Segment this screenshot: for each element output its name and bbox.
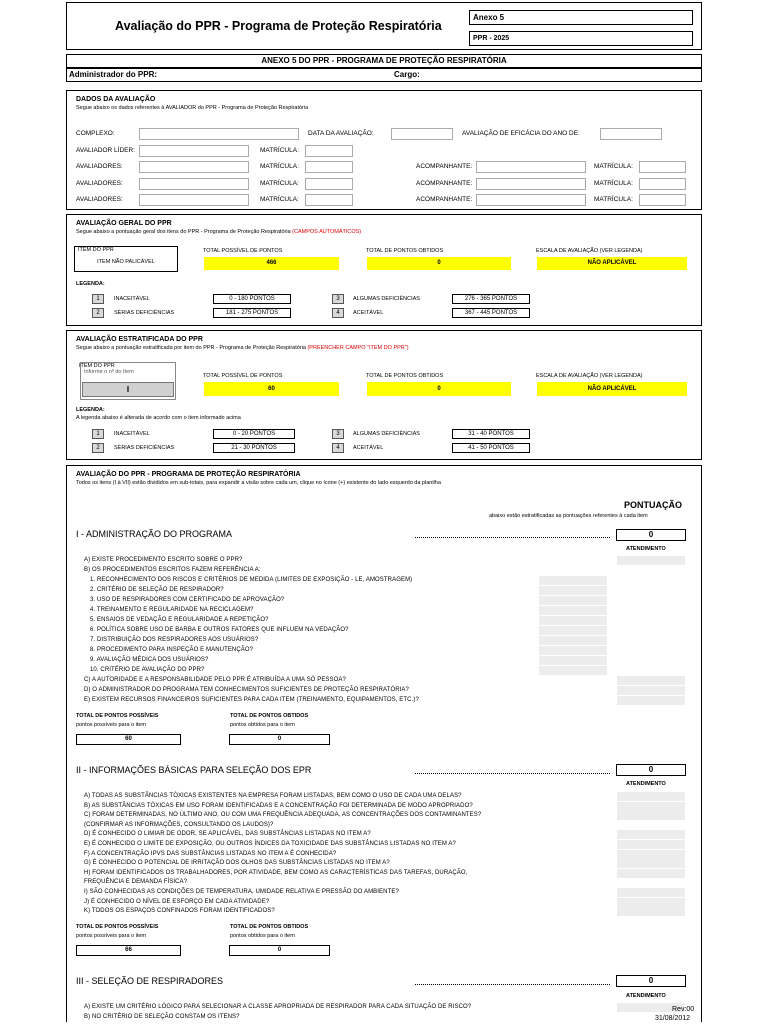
atendimento-cell[interactable] xyxy=(617,686,685,695)
eficacia-label: AVALIAÇÃO DE EFICÁCIA DO ANO DE: xyxy=(462,130,580,137)
matricula-label: MATRÍCULA: xyxy=(260,196,299,203)
eficacia-input[interactable] xyxy=(600,128,662,140)
tp-possiveis-value: 66 xyxy=(76,945,181,956)
legend-range: 41 - 50 PONTOS xyxy=(452,443,530,453)
tp-possiveis-label: TOTAL DE PONTOS POSSÍVEIS xyxy=(76,924,159,930)
question-text: 10. CRITÉRIO DE AVALIAÇÃO DO PPR? xyxy=(90,667,205,673)
question-text: FREQUÊNCIA E DEMANDA FÍSICA? xyxy=(84,879,188,886)
legend-num: 1 xyxy=(92,294,104,304)
tp-obtidos-sub: pontos obtidos para o item xyxy=(230,933,295,939)
question-text: 5. ENSAIOS DE VEDAÇÃO E REGULARIDADE A REPETIÇÃO? xyxy=(90,617,269,623)
dotted-leader xyxy=(415,773,610,774)
legend-range: 367 - 445 PONTOS xyxy=(452,308,530,318)
subitem-score-cell[interactable] xyxy=(539,646,607,655)
estrat-legenda-sub: A legenda abaixo é alterada de acordo com o item informado acima xyxy=(76,415,241,421)
acomp-matricula-label: MATRÍCULA: xyxy=(594,196,633,203)
question-text: K) TODOS OS ESPAÇOS CONFINADOS FORAM IDENTIFICADOS? xyxy=(84,908,275,915)
acomp-matricula-input[interactable] xyxy=(639,161,686,173)
question-text: A) EXISTE UM CRITÉRIO LÓGICO PARA SELECIONAR A CLASSE APROPRIADA DE RESPIRADOR PARA CADA SITUAÇÃO DE RISCO? xyxy=(84,1004,472,1010)
avaliador-input[interactable] xyxy=(139,194,249,206)
question-text: G) É CONHECIDO O POTENCIAL DE IRRITAÇÃO DOS OLHOS DAS SUBSTÂNCIAS LISTADAS NO ITEM A? xyxy=(84,860,390,867)
annex-title: ANEXO 5 DO PPR - PROGRAMA DE PROTEÇÃO RESPIRATÓRIA xyxy=(66,54,702,68)
lider-input[interactable] xyxy=(139,145,249,157)
question-text: 7. DISTRIBUIÇÃO DOS RESPIRADORES AOS USUÁRIOS? xyxy=(90,637,259,643)
atendimento-cell[interactable] xyxy=(617,676,685,685)
question-text: C) A AUTORIDADE E A RESPONSABILIDADE PELO PPR É ATRIBUÍDA A UMA SÓ PESSOA? xyxy=(84,677,346,683)
acompanhante-label: ACOMPANHANTE: xyxy=(416,163,473,170)
question-text: E) EXISTEM RECURSOS FINANCEIROS SUFICIENTES PARA CADA ITEM (TREINAMENTO, EQUIPAMENTOS, ETC.)? xyxy=(84,697,419,703)
avaliador-input[interactable] xyxy=(139,161,249,173)
question-text: 9. AVALIAÇÃO MÉDICA DOS USUÁRIOS? xyxy=(90,657,209,663)
legend-num: 3 xyxy=(332,429,344,439)
avaliacao-title: AVALIAÇÃO DO PPR - PROGRAMA DE PROTEÇÃO RESPIRATÓRIA xyxy=(76,471,301,478)
estrat-item-hint: Informe o nº do Item xyxy=(84,369,134,375)
legend-num: 2 xyxy=(92,443,104,453)
section-score: 0 xyxy=(616,529,686,541)
subitem-score-cell[interactable] xyxy=(539,666,607,675)
date-label: 31/08/2012 xyxy=(655,1015,691,1022)
question-text: B) NO CRITÉRIO DE SELEÇÃO CONSTAM OS ITENS? xyxy=(84,1014,240,1020)
geral-title: AVALIAÇÃO GERAL DO PPR xyxy=(76,220,172,227)
acomp-matricula-label: MATRÍCULA: xyxy=(594,163,633,170)
question-text: B) OS PROCEDIMENTOS ESCRITOS FAZEM REFERÊNCIA A: xyxy=(84,567,261,573)
atendimento-label: ATENDIMENTO xyxy=(626,993,666,999)
question-text: 4. TREINAMENTO E REGULARIDADE NA RECICLAGEM? xyxy=(90,607,254,613)
legend-num: 1 xyxy=(92,429,104,439)
subitem-score-cell[interactable] xyxy=(539,586,607,595)
geral-escala-label: ESCALA DE AVALIAÇÃO (VER LEGENDA) xyxy=(536,248,643,254)
complexo-input[interactable] xyxy=(139,128,299,140)
estrat-item-label: ITEM DO PPR xyxy=(79,363,115,369)
estrat-legenda-label: LEGENDA: xyxy=(76,407,105,413)
legend-text: ACEITÁVEL xyxy=(353,445,384,451)
anexo-label: Anexo 5 xyxy=(469,10,693,25)
geral-total-obtidos-value: 0 xyxy=(367,257,511,270)
tp-obtidos-sub: pontos obtidos para o item xyxy=(230,722,295,728)
atendimento-cell[interactable] xyxy=(617,907,685,916)
legend-text: INACEITÁVEL xyxy=(114,296,150,302)
atendimento-cell[interactable] xyxy=(617,802,685,811)
atendimento-cell[interactable] xyxy=(617,792,685,801)
legend-num: 2 xyxy=(92,308,104,318)
legend-range: 21 - 30 PONTOS xyxy=(213,443,295,453)
acomp-matricula-label: MATRÍCULA: xyxy=(594,180,633,187)
subitem-score-cell[interactable] xyxy=(539,596,607,605)
geral-item-value: ITEM NÃO PALICÁVEL xyxy=(97,259,155,265)
question-text: D) O ADMINISTRADOR DO PROGRAMA TEM CONHECIMENTOS SUFICIENTES DE PROTEÇÃO RESPIRATÓRIA? xyxy=(84,687,409,693)
question-text: B) AS SUBSTÂNCIAS TÓXICAS EM USO FORAM IDENTIFICADAS E A CONCENTRAÇÃO FOI DETERMINADA DE MODO APROPRIADO? xyxy=(84,802,473,809)
estrat-subtitle: Segue abaixo a pontuação estratificada por item do PPR - Programa de Proteção Respiratória (PREENCHER CAMPO "ITEM DO PPR") xyxy=(76,345,409,351)
section-title: I - ADMINISTRAÇÃO DO PROGRAMA xyxy=(76,529,233,539)
dotted-leader xyxy=(415,984,610,985)
atendimento-cell[interactable] xyxy=(617,830,685,839)
legend-text: ALGUMAS DEFICIÊNCIAS xyxy=(353,431,420,437)
ppr-year-label: PPR - 2025 xyxy=(469,31,693,46)
estrat-total-possivel-value: 60 xyxy=(204,382,339,396)
tp-possiveis-sub: pontos possíveis para o item xyxy=(76,722,147,728)
atendimento-label: ATENDIMENTO xyxy=(626,781,666,787)
geral-total-possivel-value: 466 xyxy=(204,257,339,270)
tp-obtidos-label: TOTAL DE PONTOS OBTIDOS xyxy=(230,924,309,930)
legend-text: SÉRIAS DEFICIÊNCIAS xyxy=(114,310,175,316)
estrat-escala-value: NÃO APLICÁVEL xyxy=(537,382,687,396)
page-title: Avaliação do PPR - Programa de Proteção Respiratória xyxy=(115,19,442,33)
question-text: D) É CONHECIDO O LIMIAR DE ODOR, SE APLICÁVEL, DAS SUBSTÂNCIAS LISTADAS NO ITEM A? xyxy=(84,831,371,838)
question-text: (CONFIRMAR AS INFORMAÇÕES, CONSULTANDO OS LAUDOS)? xyxy=(84,821,274,828)
legend-range: 276 - 365 PONTOS xyxy=(452,294,530,304)
legend-text: SÉRIAS DEFICIÊNCIAS xyxy=(114,445,175,451)
question-text: C) FORAM DETERMINADAS, NO ÚLTIMO ANO, OU COM UMA FREQUÊNCIA ADEQUADA, AS CONCENTRAÇÕES DOS CONTAMINANTES? xyxy=(84,812,482,819)
avaliadores-label: AVALIADORES: xyxy=(76,196,123,203)
legend-text: ACEITÁVEL xyxy=(353,310,384,316)
estrat-item-input[interactable]: I xyxy=(82,382,174,397)
subitem-score-cell[interactable] xyxy=(539,616,607,625)
legend-num: 3 xyxy=(332,294,344,304)
pontuacao-sub: abaixo estão estratificadas as pontuações referentes à cada item xyxy=(489,513,648,519)
avaliador-input[interactable] xyxy=(139,178,249,190)
rev-label: Rev:00 xyxy=(672,1006,695,1013)
tp-obtidos-value: 0 xyxy=(229,734,330,745)
matricula-input[interactable] xyxy=(305,178,353,190)
matricula-input[interactable] xyxy=(305,194,353,206)
tp-possiveis-sub: pontos possíveis para o item xyxy=(76,933,147,939)
tp-obtidos-label: TOTAL DE PONTOS OBTIDOS xyxy=(230,713,309,719)
question-text: 8. PROCEDIMENTO PARA INSPEÇÃO E MANUTENÇÃO? xyxy=(90,647,254,653)
atendimento-cell[interactable] xyxy=(617,850,685,859)
acomp-matricula-input[interactable] xyxy=(639,178,686,190)
lider-matricula-input[interactable] xyxy=(305,145,353,157)
matricula-label: MATRÍCULA: xyxy=(260,163,299,170)
estrat-total-obtidos-value: 0 xyxy=(367,382,511,396)
legend-text: ALGUMAS DEFICIÊNCIAS xyxy=(353,296,420,302)
geral-total-possivel-label: TOTAL POSSÍVEL DE PONTOS xyxy=(203,248,283,254)
subitem-score-cell[interactable] xyxy=(539,576,607,585)
subitem-score-cell[interactable] xyxy=(539,626,607,635)
question-text: J) É CONHECIDO O NÍVEL DE ESFORÇO EM CADA ATIVIDADE? xyxy=(84,898,270,905)
acomp-matricula-input[interactable] xyxy=(639,194,686,206)
matricula-input[interactable] xyxy=(305,161,353,173)
avaliadores-label: AVALIADORES: xyxy=(76,180,123,187)
atendimento-cell[interactable] xyxy=(617,840,685,849)
acompanhante-input[interactable] xyxy=(476,194,586,206)
question-text: 6. POLÍTICA SOBRE USO DE BARBA E OUTROS FATORES QUE INFLUEM NA VEDAÇÃO? xyxy=(90,627,349,633)
acompanhante-label: ACOMPANHANTE: xyxy=(416,180,473,187)
acompanhante-input[interactable] xyxy=(476,161,586,173)
lider-matricula-label: MATRÍCULA: xyxy=(260,147,299,154)
subitem-score-cell[interactable] xyxy=(539,656,607,665)
geral-subtitle: Segue abaixo a pontuação geral dos itens do PPR - Programa de Proteção Respiratória (CAMPOS AUTOMÁTICOS) xyxy=(76,229,362,235)
section-score: 0 xyxy=(616,764,686,776)
legend-range: 0 - 20 PONTOS xyxy=(213,429,295,439)
legend-range: 181 - 275 PONTOS xyxy=(213,308,291,318)
tp-possiveis-value: 60 xyxy=(76,734,181,745)
data-avaliacao-label: DATA DA AVALIAÇÃO: xyxy=(308,130,374,137)
legend-range: 31 - 40 PONTOS xyxy=(452,429,530,439)
subitem-score-cell[interactable] xyxy=(539,636,607,645)
question-text: I) SÃO CONHECIDAS AS CONDIÇÕES DE TEMPERATURA, UMIDADE RELATIVA E PRESSÃO DO AMBIENTE? xyxy=(84,889,399,895)
dados-title: DADOS DA AVALIAÇÃO xyxy=(76,96,156,103)
geral-item-label: ITEM DO PPR xyxy=(78,247,114,253)
avaliacao-subtitle: Todos os itens (I à VII) estão divididos em sub-totais, para expandir a visão sobre cada um, clique no ícone (+) existente do lado esquerdo da planilha xyxy=(76,480,441,486)
question-text: 2. CRITÉRIO DE SELEÇÃO DE RESPIRADOR? xyxy=(90,587,224,593)
atendimento-cell[interactable] xyxy=(617,888,685,897)
matricula-label: MATRÍCULA: xyxy=(260,180,299,187)
cargo-label: Cargo: xyxy=(394,70,420,79)
admin-label: Administrador do PPR: xyxy=(69,70,158,79)
atendimento-cell[interactable] xyxy=(617,556,685,565)
atendimento-cell[interactable] xyxy=(617,898,685,907)
geral-total-obtidos-label: TOTAL DE PONTOS OBTIDOS xyxy=(366,248,444,254)
estrat-title: AVALIAÇÃO ESTRATIFICADA DO PPR xyxy=(76,336,203,343)
complexo-label: COMPLEXO: xyxy=(76,130,115,137)
subitem-score-cell[interactable] xyxy=(539,606,607,615)
lider-label: AVALIADOR LÍDER: xyxy=(76,147,135,154)
section-title: III - SELEÇÃO DE RESPIRADORES xyxy=(76,976,224,986)
question-text: A) EXISTE PROCEDIMENTO ESCRITO SOBRE O PPR? xyxy=(84,557,243,563)
legend-num: 4 xyxy=(332,308,344,318)
pontuacao-label: PONTUAÇÃO xyxy=(624,500,682,510)
question-text: 1. RECONHECIMENTO DOS RISCOS E CRITÉRIOS DE MEDIDA (LIMITES DE EXPOSIÇÃO - LE, AMOSTRAGEM) xyxy=(90,577,413,583)
legend-text: INACEITÁVEL xyxy=(114,431,150,437)
admin-row xyxy=(66,68,702,82)
question-text: 3. USO DE RESPIRADORES COM CERTIFICADO DE APROVAÇÃO? xyxy=(90,597,285,603)
question-text: A) TODAS AS SUBSTÂNCIAS TÓXICAS EXISTENTES NA EMPRESA FORAM LISTADAS, BEM COMO O USO DE CADA UMA DELAS? xyxy=(84,793,462,799)
dotted-leader xyxy=(415,537,610,538)
section-score: 0 xyxy=(616,975,686,987)
geral-legenda-label: LEGENDA: xyxy=(76,281,105,287)
section-title: II - INFORMAÇÕES BÁSICAS PARA SELEÇÃO DOS EPR xyxy=(76,765,312,775)
atendimento-cell[interactable] xyxy=(617,859,685,868)
tp-obtidos-value: 0 xyxy=(229,945,330,956)
dados-subtitle: Segue abaixo os dados referentes à AVALIADOR do PPR - Programa de Proteção Respiratória xyxy=(76,105,309,111)
question-text: E) É CONHECIDO O LIMITE DE EXPOSIÇÃO, OU OUTROS ÍNDICES DA TOXICIDADE DAS SUBSTÂNCIAS LISTADAS NO ITEM A? xyxy=(84,841,456,847)
question-text: F) A CONCENTRAÇÃO IPVS DAS SUBSTÂNCIAS LISTADAS NO ITEM A É CONHECIDA? xyxy=(84,850,337,857)
estrat-escala-label: ESCALA DE AVALIAÇÃO (VER LEGENDA) xyxy=(536,373,643,379)
tp-possiveis-label: TOTAL DE PONTOS POSSÍVEIS xyxy=(76,713,159,719)
atendimento-label: ATENDIMENTO xyxy=(626,546,666,552)
atendimento-cell[interactable] xyxy=(617,811,685,820)
acompanhante-input[interactable] xyxy=(476,178,586,190)
geral-escala-value: NÃO APLICÁVEL xyxy=(537,257,687,270)
atendimento-cell[interactable] xyxy=(617,869,685,878)
estrat-total-obtidos-label: TOTAL DE PONTOS OBTIDOS xyxy=(366,373,444,379)
atendimento-cell[interactable] xyxy=(617,696,685,705)
avaliadores-label: AVALIADORES: xyxy=(76,163,123,170)
legend-num: 4 xyxy=(332,443,344,453)
legend-range: 0 - 180 PONTOS xyxy=(213,294,291,304)
estrat-total-possivel-label: TOTAL POSSÍVEL DE PONTOS xyxy=(203,373,283,379)
question-text: H) FORAM IDENTIFICADOS OS TRABALHADORES, POR ATIVIDADE, BEM COMO AS CARACTERÍSTICAS DAS TAREFAS, DURAÇÃO, xyxy=(84,869,468,876)
acompanhante-label: ACOMPANHANTE: xyxy=(416,196,473,203)
data-avaliacao-input[interactable] xyxy=(391,128,453,140)
